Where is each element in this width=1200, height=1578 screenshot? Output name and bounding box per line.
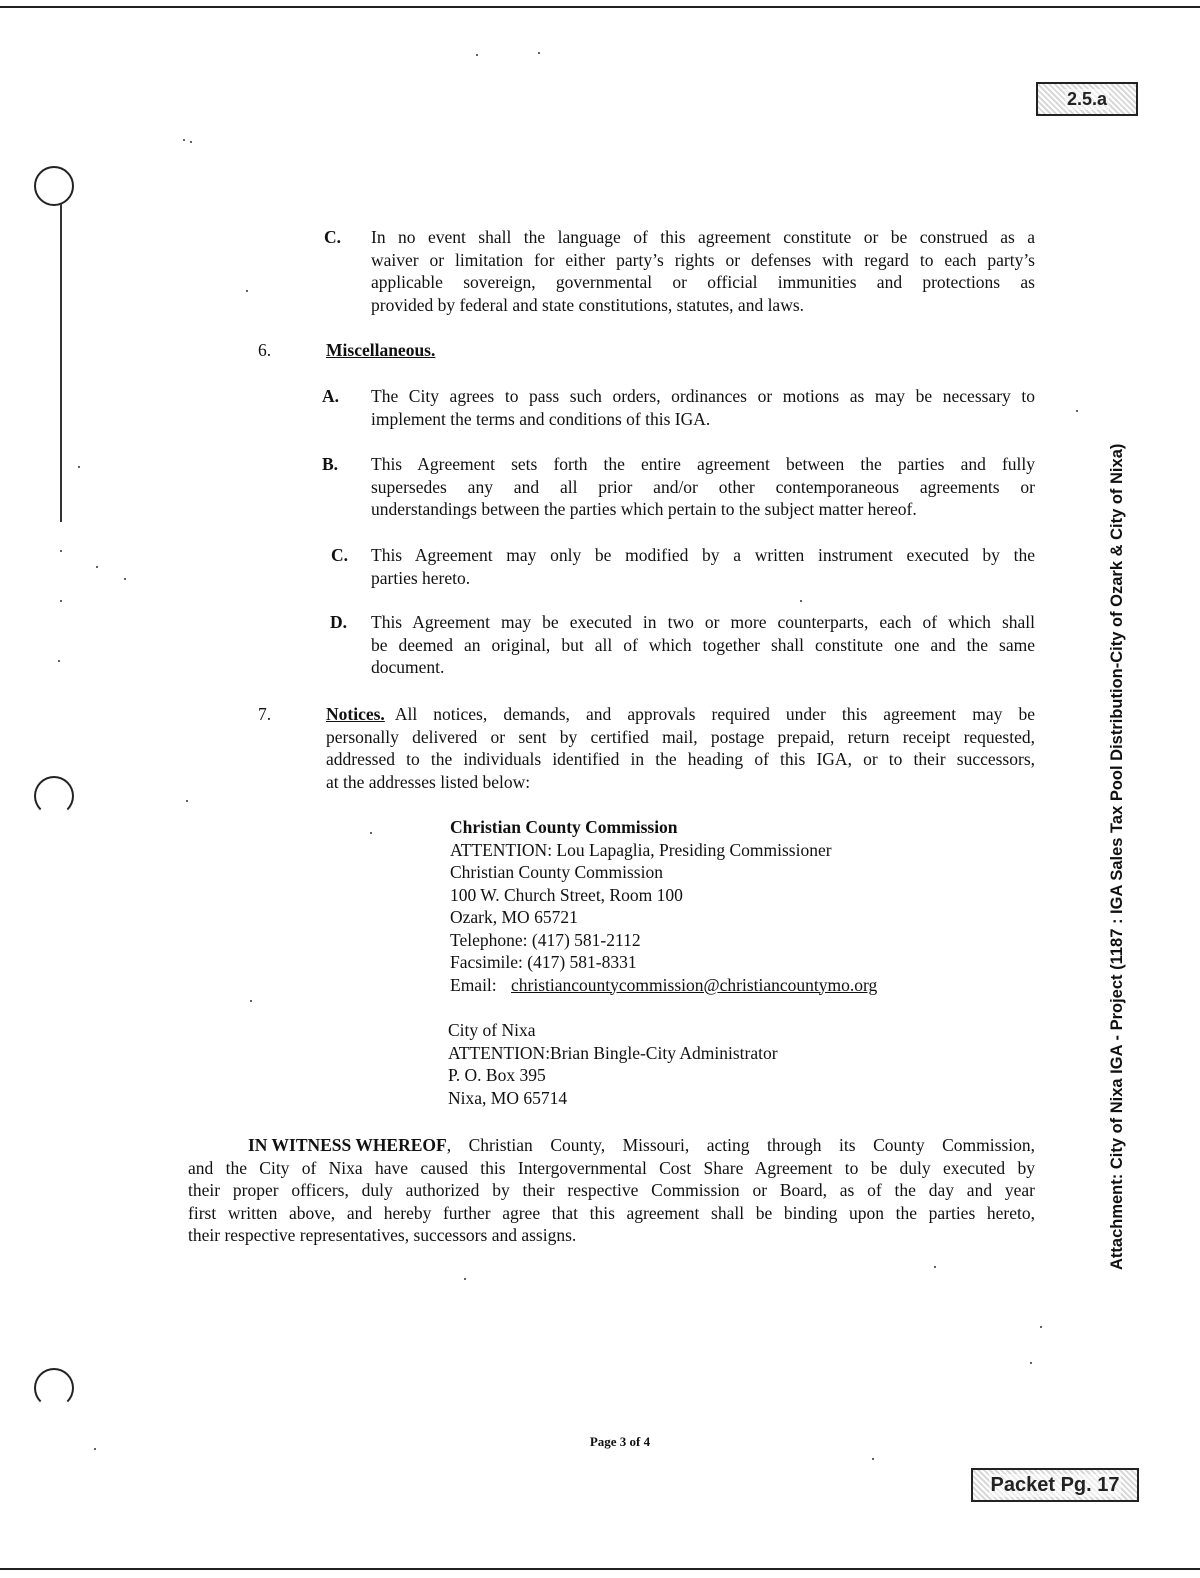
scan-speck	[872, 1458, 874, 1460]
scan-speck	[60, 600, 62, 602]
scan-speck	[183, 139, 185, 141]
address-block-city	[448, 1019, 1008, 1109]
section-7-line-2: personally delivered or sent by certified mail, postage prepaid, return receipt requested,	[326, 726, 1035, 747]
scan-speck	[800, 600, 802, 602]
scan-speck	[186, 800, 188, 802]
witness-line-2: and the City of Nixa have caused this Intergovernmental Cost Share Agreement to be duly executed by	[188, 1157, 1035, 1178]
section-7-line-1-text: All notices, demands, and approvals required under this agreement may be	[394, 704, 1035, 724]
witness-line-4: first written above, and hereby further agree that this agreement shall be binding upon the parties hereto,	[188, 1202, 1035, 1223]
scan-speck	[190, 141, 192, 143]
section-6a-label: A.	[322, 386, 340, 406]
page-number: Page 3 of 4	[589, 1434, 651, 1449]
agenda-item-stamp	[1036, 82, 1138, 116]
section-6a-line-2: implement the terms and conditions of this IGA.	[371, 408, 711, 429]
section-6-heading: Miscellaneous.	[326, 340, 436, 360]
county-name: Christian County Commission	[450, 817, 678, 837]
section-6d-label: D.	[330, 612, 348, 632]
section-6b-line-1: This Agreement sets forth the entire agreement between the parties and fully	[371, 454, 1035, 474]
scan-speck	[78, 466, 80, 468]
section-6d-line-3: document.	[371, 657, 445, 677]
county-city: Ozark, MO 65721	[450, 907, 578, 927]
packet-page-stamp	[971, 1468, 1139, 1502]
witness-line-3: their proper officers, duly authorized by their respective Commission or Board, as of the day and year	[188, 1180, 1035, 1200]
county-email-row	[450, 974, 1010, 997]
section-6b-line-3: understandings between the parties which pertain to the subject matter hereof.	[371, 499, 917, 519]
scan-speck	[94, 1448, 96, 1450]
bottom-rule	[0, 1568, 1200, 1570]
punch-hole-icon	[34, 776, 74, 816]
scan-speck	[58, 660, 60, 662]
scan-speck	[538, 52, 540, 54]
section-6c-line-2: parties hereto.	[371, 567, 471, 588]
city-city: Nixa, MO 65714	[448, 1087, 568, 1108]
section-6d-line-1: This Agreement may be executed in two or more counterparts, each of which shall	[371, 612, 1035, 632]
scan-speck	[60, 550, 62, 552]
scan-speck	[464, 1278, 466, 1280]
scan-speck	[124, 578, 126, 580]
scan-speck	[1040, 1326, 1042, 1328]
section-6c-label: C.	[331, 545, 349, 565]
section-7-number: 7.	[258, 704, 272, 724]
county-attention: ATTENTION: Lou Lapaglia, Presiding Commissioner	[450, 839, 832, 860]
section-6c-line-1: This Agreement may only be modified by a written instrument executed by the	[371, 545, 1035, 565]
scan-speck	[1076, 410, 1078, 412]
county-facsimile: Facsimile: (417) 581-8331	[450, 952, 637, 972]
county-email-link[interactable]: christiancountycommission@christiancountymo.org	[511, 974, 878, 995]
county-street: 100 W. Church Street, Room 100	[450, 884, 683, 905]
scan-speck	[476, 54, 478, 56]
section-6-number: 6.	[258, 340, 272, 360]
county-telephone: Telephone: (417) 581-2112	[450, 929, 641, 950]
section-7-heading: Notices.	[326, 704, 385, 724]
section-5c-line-1: In no event shall the language of this agreement constitute or be construed as a	[371, 227, 1035, 247]
scan-speck	[1030, 1362, 1032, 1364]
scan-speck	[934, 1266, 936, 1268]
county-org: Christian County Commission	[450, 862, 663, 882]
section-5c-line-3: applicable sovereign, governmental or official immunities and protections as	[371, 272, 1035, 292]
county-email-label: Email:	[450, 974, 497, 995]
section-5c-line-4: provided by federal and state constitutions, statutes, and laws.	[371, 294, 805, 315]
section-7-line-4: at the addresses listed below:	[326, 771, 531, 792]
section-7-line-3: addressed to the individuals identified in the heading of this IGA, or to their successors,	[326, 749, 1035, 769]
city-pobox: P. O. Box 395	[448, 1065, 546, 1085]
witness-line-1	[248, 1134, 1035, 1157]
city-attention: ATTENTION:Brian Bingle-City Administrator	[448, 1042, 778, 1063]
witness-lead: IN WITNESS WHEREOF	[248, 1135, 447, 1155]
punch-hole-icon	[34, 1368, 74, 1408]
scan-speck	[246, 290, 248, 292]
scan-speck	[370, 832, 372, 834]
section-6a-line-1: The City agrees to pass such orders, ordinances or motions as may be necessary to	[371, 386, 1035, 406]
section-5c-line-2: waiver or limitation for either party’s rights or defenses with regard to each party’s	[371, 249, 1035, 270]
packet-page-number: Packet Pg. 17	[990, 1473, 1120, 1496]
binder-line	[60, 204, 62, 522]
witness-line-5: their respective representatives, successors and assigns.	[188, 1225, 577, 1245]
scan-speck	[250, 1000, 252, 1002]
section-6d-line-2: be deemed an original, but all of which together shall constitute one and the same	[371, 634, 1035, 655]
top-rule	[0, 6, 1200, 8]
section-7-line-1	[326, 703, 1035, 726]
city-name: City of Nixa	[448, 1020, 536, 1040]
section-6b-label: B.	[322, 454, 339, 474]
agenda-item-number: 2.5.a	[1066, 88, 1108, 109]
section-5c-label: C.	[324, 227, 342, 247]
side-attachment-label: Attachment: City of Nixa IGA - Project (1187 : IGA Sales Tax Pool Distribution-City of Ozark & City of Nixa)	[1108, 443, 1126, 1270]
section-6b-line-2: supersedes any and all prior and/or other contemporaneous agreements or	[371, 476, 1035, 497]
address-block-county	[450, 816, 1010, 996]
punch-hole-icon	[34, 166, 74, 206]
witness-line-1-text: , Christian County, Missouri, acting through its County Commission,	[446, 1135, 1035, 1155]
scan-speck	[96, 566, 98, 568]
